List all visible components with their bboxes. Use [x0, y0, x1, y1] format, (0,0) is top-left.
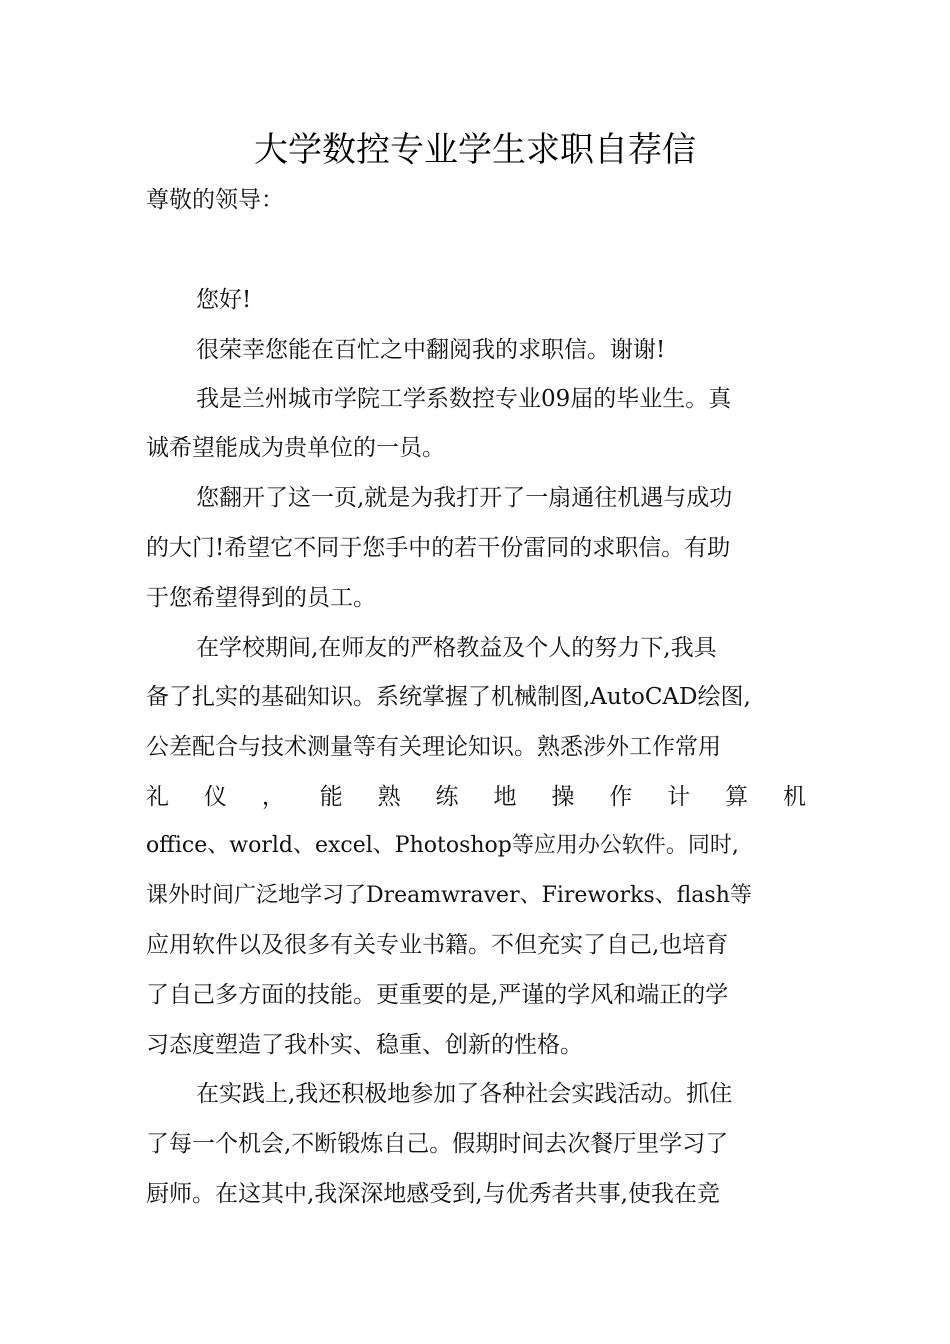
paragraph-line: 的大门!希望它不同于您手中的若干份雷同的求职信。有助: [146, 535, 731, 561]
salutation: 尊敬的领导：: [146, 187, 284, 213]
justified-char: 作: [609, 784, 633, 810]
paragraph-line: 了每一个机会,不断锻炼自己。假期时间去次餐厅里学习了: [146, 1131, 729, 1157]
justified-char: ，: [261, 784, 285, 810]
paragraph-line: office、world、excel、Photoshop等应用办公软件。同时,: [146, 833, 739, 858]
paragraph-line: 于您希望得到的员工。: [146, 585, 376, 611]
justified-char: 操: [551, 784, 575, 810]
justified-char: 能: [319, 784, 343, 810]
justified-char: 机: [782, 784, 806, 810]
paragraph-line: 公差配合与技术测量等有关理论知识。熟悉涉外工作常用: [146, 734, 721, 760]
justified-char: 熟: [377, 784, 401, 810]
paragraph-line: 您翻开了这一页,就是为我打开了一扇通往机遇与成功: [196, 485, 733, 511]
paragraph-line: 您好!: [196, 287, 252, 313]
paragraph-line: 课外时间广泛地学习了Dreamwraver、Fireworks、flash等: [146, 883, 752, 908]
paragraph-line: 厨师。在这其中,我深深地感受到,与优秀者共事,使我在竞: [146, 1181, 720, 1207]
paragraph-line: 备了扎实的基础知识。系统掌握了机械制图,AutoCAD绘图,: [146, 684, 751, 710]
paragraph-line: 很荣幸您能在百忙之中翻阅我的求职信。谢谢!: [196, 337, 666, 363]
justified-char: 练: [435, 784, 459, 810]
paragraph-line: 习态度塑造了我朴实、稳重、创新的性格。: [146, 1032, 583, 1058]
paragraph-line: 我是兰州城市学院工学系数控专业09届的毕业生。真: [196, 386, 732, 412]
paragraph-line: 了自己多方面的技能。更重要的是,严谨的学风和端正的学: [146, 982, 729, 1008]
document-title: 大学数控专业学生求职自荐信: [254, 130, 696, 170]
paragraph-line: 在学校期间,在师友的严格教益及个人的努力下,我具: [196, 635, 717, 661]
justified-char: 仪: [203, 784, 227, 810]
paragraph-line: 诚希望能成为贵单位的一员。: [146, 435, 445, 461]
justified-char: 地: [493, 784, 517, 810]
justified-line: [146, 777, 806, 817]
paragraph-line: 应用软件以及很多有关专业书籍。不但充实了自己,也培育: [146, 932, 729, 958]
paragraph-line: 在实践上,我还积极地参加了各种社会实践活动。抓住: [196, 1081, 733, 1107]
justified-char: 计: [667, 784, 691, 810]
justified-char: 算: [725, 784, 749, 810]
justified-char: 礼: [146, 784, 169, 810]
